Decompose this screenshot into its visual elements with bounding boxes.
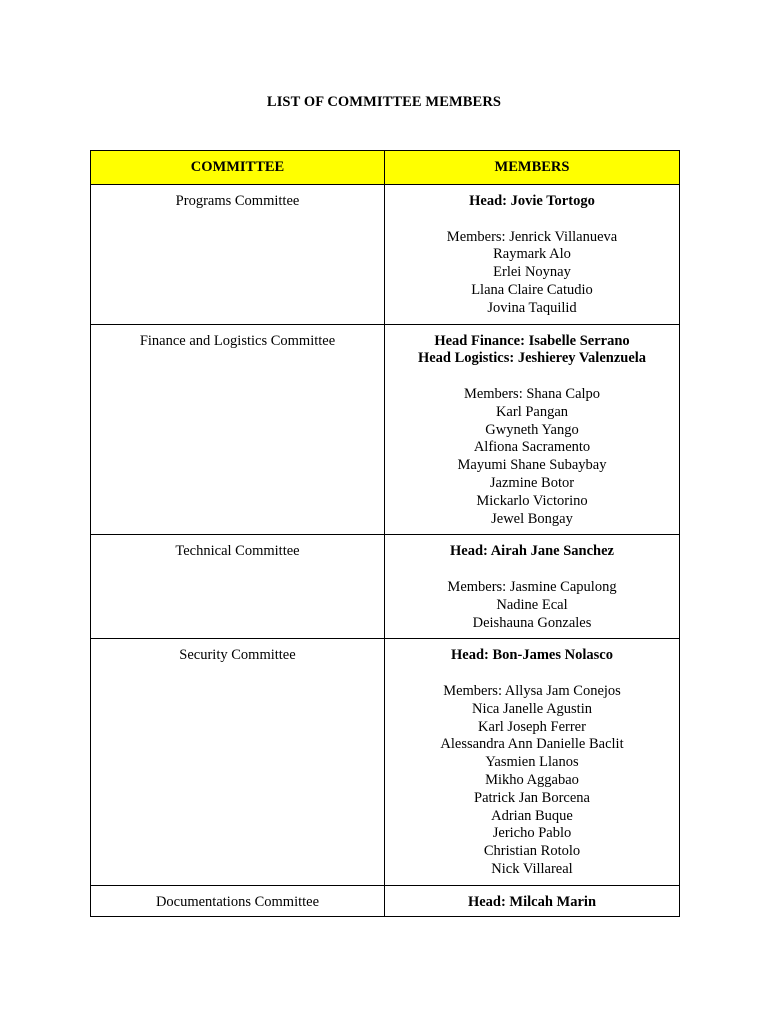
member-name: Mayumi Shane Subaybay [457, 457, 607, 474]
committee-head: Head: Milcah Marin [467, 893, 597, 910]
member-name: Gwyneth Yango [485, 421, 579, 438]
members-cell [385, 185, 680, 325]
spacer [385, 665, 679, 683]
member-name: Adrian Buque [491, 807, 573, 824]
table-row [91, 535, 680, 639]
table-body [91, 185, 680, 917]
table-header-row [91, 151, 680, 185]
member-name: Jovina Taquilid [487, 299, 577, 316]
member-name: Mickarlo Victorino [476, 492, 588, 509]
spacer [385, 368, 679, 386]
member-name: Members: Shana Calpo [463, 385, 601, 402]
committee-head: Head Finance: Isabelle Serrano [434, 332, 630, 349]
member-name: Nica Janelle Agustin [471, 700, 592, 717]
committee-head: Head: Jovie Tortogo [469, 193, 595, 209]
committee-name: Finance and Logistics Committee [139, 332, 336, 349]
member-name: Members: Jasmine Capulong [447, 578, 617, 595]
member-name: Alfiona Sacramento [473, 439, 591, 456]
member-name: Jazmine Botor [489, 474, 575, 491]
committee-cell [91, 324, 385, 535]
table-row [91, 639, 680, 885]
member-name: Deishauna Gonzales [472, 614, 592, 631]
member-name: Karl Joseph Ferrer [478, 718, 586, 735]
committee-name: Programs Committee [175, 193, 300, 209]
table-row [91, 324, 680, 535]
committee-name: Technical Committee [175, 543, 300, 560]
members-column-header: MEMBERS [385, 151, 680, 185]
member-name: Jericho Pablo [492, 825, 572, 842]
member-name: Patrick Jan Borcena [474, 789, 590, 806]
member-name: Erlei Noynay [493, 264, 571, 281]
members-cell [385, 535, 680, 639]
spacer [385, 211, 679, 229]
committee-cell [91, 639, 385, 885]
member-name: Christian Rotolo [483, 843, 581, 860]
table-row [91, 185, 680, 325]
member-name: Yasmien Llanos [485, 754, 579, 771]
member-name: Llana Claire Catudio [471, 281, 593, 298]
member-name: Nick Villareal [491, 860, 573, 877]
members-cell [385, 639, 680, 885]
committee-head: Head: Bon-James Nolasco [451, 647, 613, 664]
committee-cell [91, 885, 385, 917]
member-name: Jewel Bongay [491, 510, 573, 527]
member-name: Nadine Ecal [496, 596, 568, 613]
spacer [385, 561, 679, 579]
committee-cell [91, 535, 385, 639]
members-cell [385, 885, 680, 917]
committee-column-header: COMMITTEE [91, 151, 385, 185]
committee-head: Head Logistics: Jeshierey Valenzuela [417, 350, 647, 367]
committee-name: Security Committee [179, 647, 296, 664]
committee-head: Head: Airah Jane Sanchez [450, 543, 614, 560]
members-cell [385, 324, 680, 535]
member-name: Members: Jenrick Villanueva [446, 228, 618, 245]
member-name: Mikho Aggabao [485, 771, 579, 788]
member-name: Raymark Alo [493, 246, 571, 263]
committee-name: Documentations Committee [155, 893, 320, 910]
member-name: Members: Allysa Jam Conejos [443, 682, 621, 699]
table-row [91, 885, 680, 917]
committee-cell [91, 185, 385, 325]
page-title: LIST OF COMMITTEE MEMBERS [266, 94, 502, 110]
committee-table [90, 150, 680, 917]
member-name: Karl Pangan [495, 403, 569, 420]
member-name: Alessandra Ann Danielle Baclit [440, 736, 624, 753]
